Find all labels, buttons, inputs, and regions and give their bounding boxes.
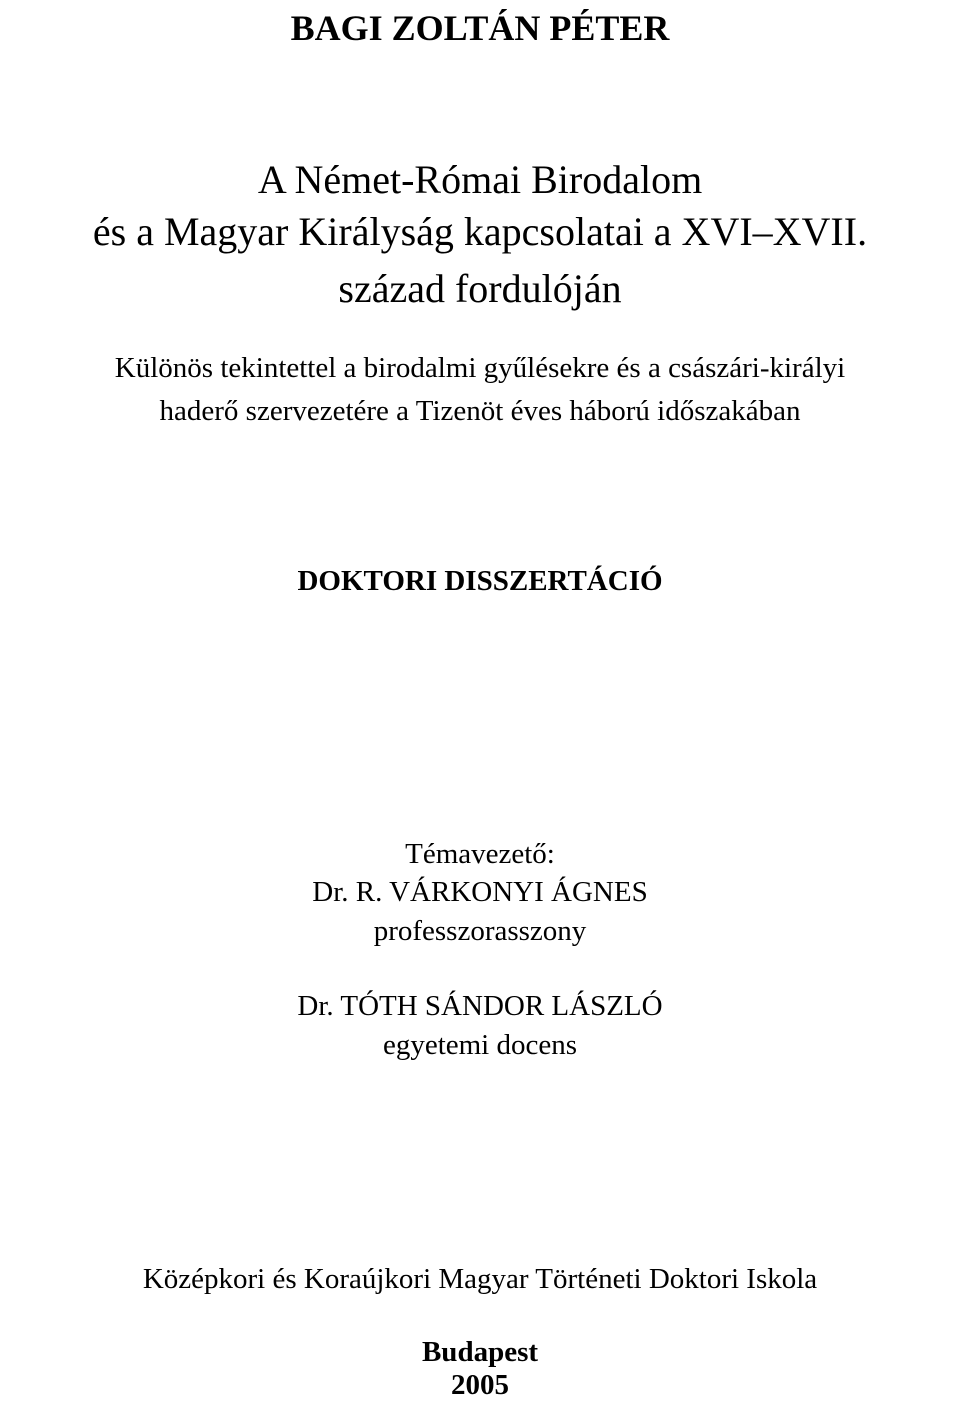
supervisor-title-2: egyetemi docens bbox=[382, 1029, 578, 1061]
subtitle-line-2: haderő szervezetére a Tizenöt éves háború időszakában bbox=[159, 395, 801, 427]
author-name: BAGI ZOLTÁN PÉTER bbox=[290, 8, 670, 48]
title-line-1: A Német-Római Birodalom bbox=[257, 157, 703, 202]
title-line-2: és a Magyar Királyság kapcsolatai a XVI–XVII. bbox=[92, 209, 868, 254]
supervisor-name-1: Dr. R. VÁRKONYI ÁGNES bbox=[312, 876, 648, 908]
document-type: DOKTORI DISSZERTÁCIÓ bbox=[297, 565, 663, 597]
title-line-3: század fordulóján bbox=[338, 266, 622, 311]
supervisor-name-2: Dr. TÓTH SÁNDOR LÁSZLÓ bbox=[297, 990, 663, 1022]
city: Budapest bbox=[421, 1336, 539, 1368]
supervisor-label: Témavezető: bbox=[405, 838, 555, 870]
subtitle-line-1: Különös tekintettel a birodalmi gyűlésekre és a császári-királyi bbox=[114, 352, 846, 384]
year: 2005 bbox=[451, 1369, 509, 1401]
doctoral-school: Középkori és Koraújkori Magyar Történeti Doktori Iskola bbox=[142, 1263, 818, 1295]
supervisor-title-1: professzorasszony bbox=[373, 915, 587, 947]
